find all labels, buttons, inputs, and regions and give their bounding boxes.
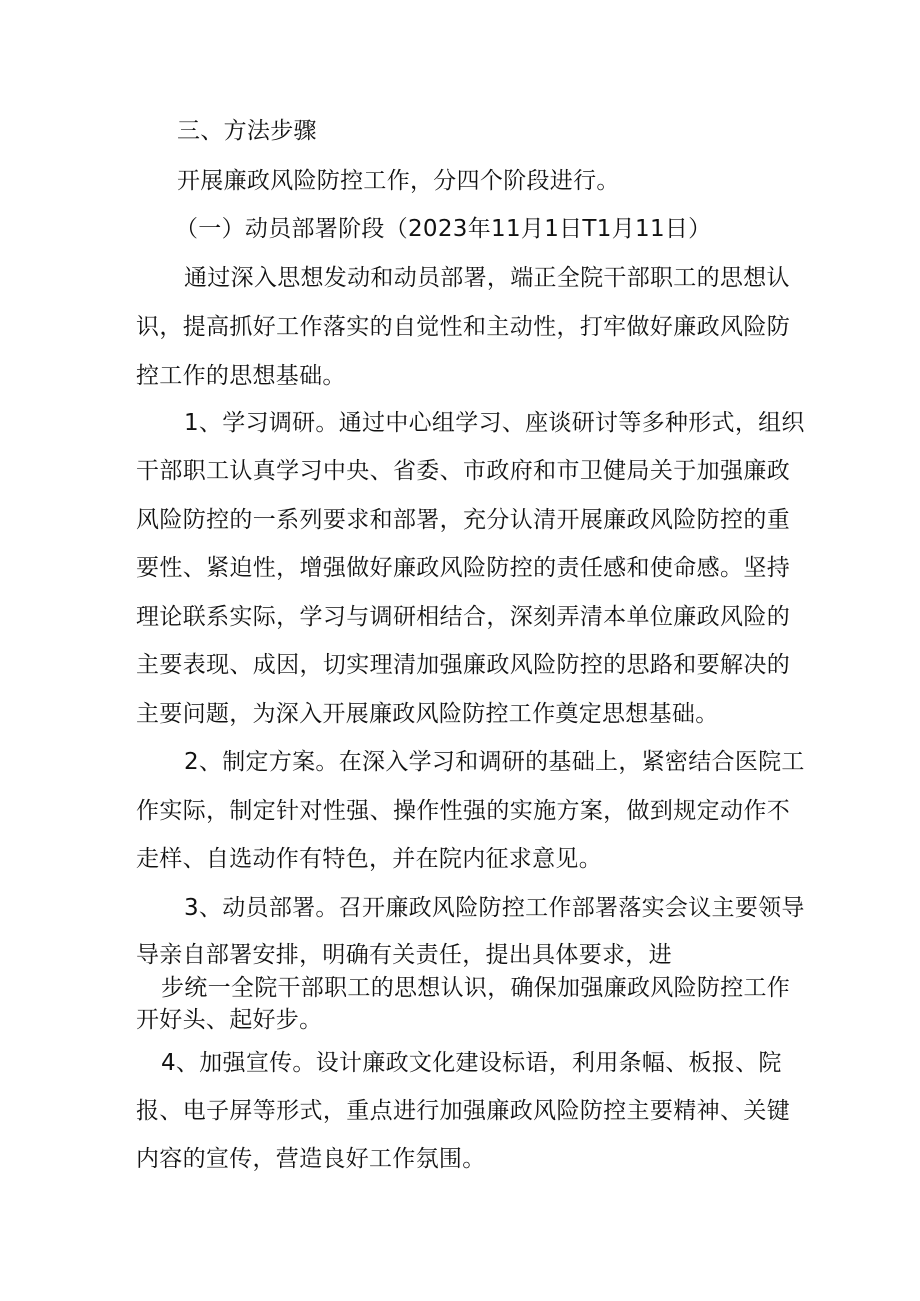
item-2-line: 走样、自选动作有特色，并在院内征求意见。	[136, 846, 602, 872]
stage-title: （一）动员部署阶段（2023年11月1日T1月11日）	[175, 216, 712, 242]
item-1-line: 风险防控的一系列要求和部署，充分认清开展廉政风险防控的重	[136, 507, 790, 533]
item-3-line: 3、动员部署。召开廉政风险防控工作部署落实会议主要领导	[184, 895, 805, 921]
item-3-line: 开好头、起好步。	[136, 1007, 323, 1033]
item-4-line: 报、电子屏等形式，重点进行加强廉政风险防控主要精神、关键	[136, 1098, 790, 1124]
item-4-line: 4、加强宣传。设计廉政文化建设标语，利用条幅、板报、院	[161, 1050, 782, 1076]
item-1-line: 干部职工认真学习中央、省委、市政府和市卫健局关于加强廉政	[136, 458, 790, 484]
stage-paragraph-line: 识，提高抓好工作落实的自觉性和主动性，打牢做好廉政风险防	[136, 314, 790, 340]
item-1-line: 主要表现、成因，切实理清加强廉政风险防控的思路和要解决的	[136, 652, 790, 678]
stage-paragraph-line: 控工作的思想基础。	[136, 363, 346, 389]
item-2-line: 作实际，制定针对性强、操作性强的实施方案，做到规定动作不	[136, 798, 790, 824]
item-1-line: 1、学习调研。通过中心组学习、座谈研讨等多种形式，组织	[184, 410, 805, 436]
intro-paragraph: 开展廉政风险防控工作，分四个阶段进行。	[177, 168, 620, 194]
stage-paragraph-line: 通过深入思想发动和动员部署，端正全院干部职工的思想认	[184, 265, 790, 291]
item-1-line: 理论联系实际，学习与调研相结合，深刻弄清本单位廉政风险的	[136, 604, 790, 630]
item-2-line: 2、制定方案。在深入学习和调研的基础上，紧密结合医院工	[184, 749, 805, 775]
item-3-line: 导亲自部署安排，明确有关责任，提出具体要求，进	[136, 942, 672, 968]
item-4-line: 内容的宣传，营造良好工作氛围。	[136, 1146, 486, 1172]
item-1-line: 要性、紧迫性，增强做好廉政风险防控的责任感和使命感。坚持	[136, 555, 790, 581]
item-3-line: 步统一全院干部职工的思想认识，确保加强廉政风险防控工作	[161, 975, 791, 1001]
section-heading: 三、方法步骤	[177, 118, 317, 144]
item-1-line: 主要问题，为深入开展廉政风险防控工作奠定思想基础。	[136, 701, 719, 727]
